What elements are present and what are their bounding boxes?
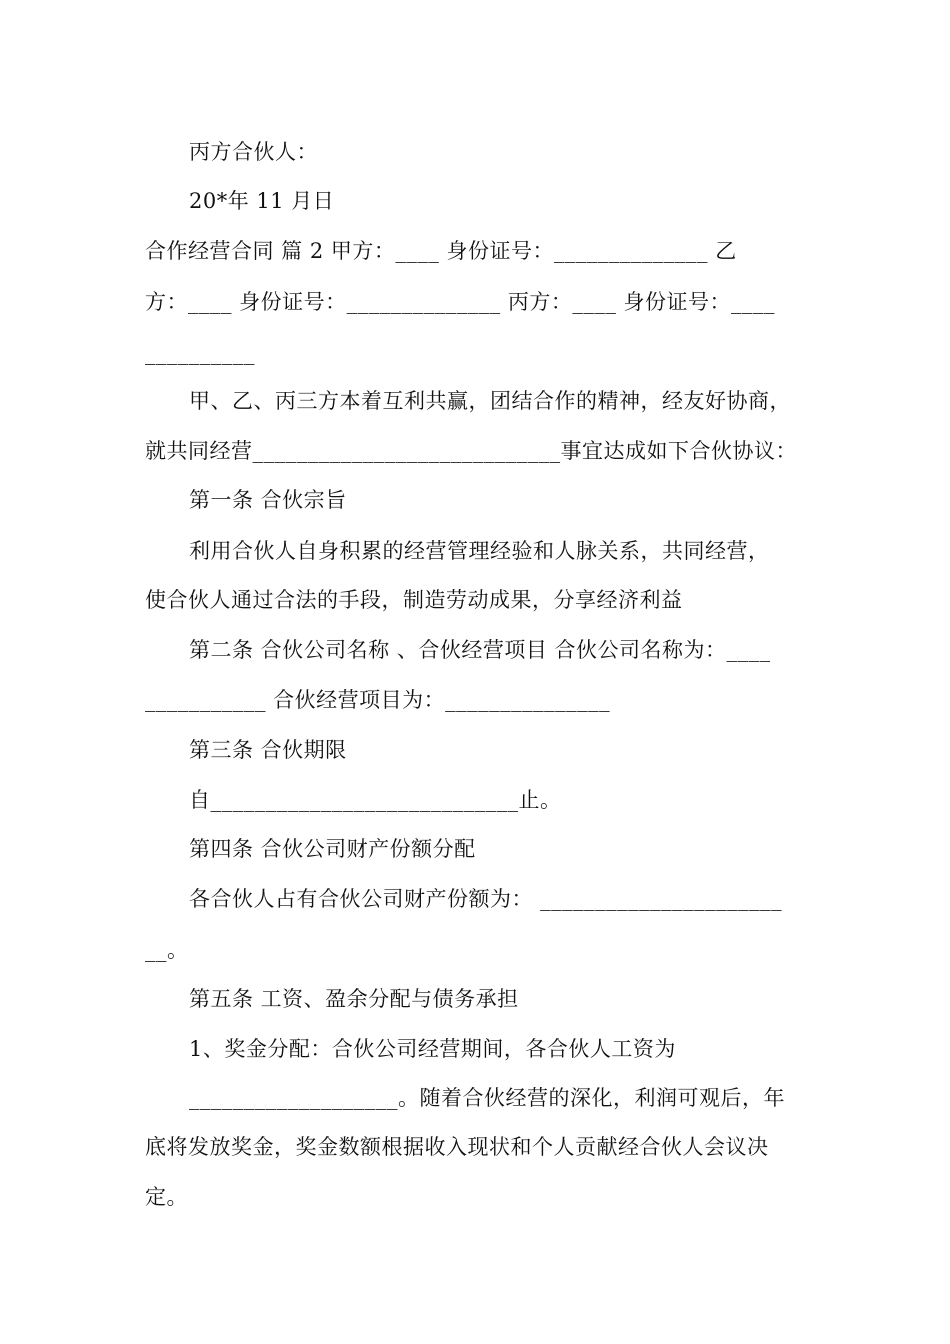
text-line: ___________________。随着合伙经营的深化，利润可观后，年 [189,1086,785,1110]
section-heading: 第二条 合伙公司名称 、合伙经营项目 合伙公司名称为：____ [189,638,771,662]
text-line: 20*年 11 月日 [189,189,335,213]
section-heading: 第四条 合伙公司财产份额分配 [189,837,476,861]
text-line: 就共同经营____________________________事宜达成如下合伙协议： [145,439,797,463]
text-line: 丙方合伙人： [189,140,318,164]
text-line: ___________ 合伙经营项目为：_______________ [145,688,611,712]
text-line: 底将发放奖金，奖金数额根据收入现状和个人贡献经合伙人会议决 [145,1135,769,1159]
text-line: 自____________________________止。 [189,788,562,812]
text-line: 各合伙人占有合伙公司财产份额为： ______________________ [189,887,783,911]
text-line: 方：____ 身份证号：______________ 丙方：____ 身份证号：____ [145,290,776,314]
section-heading: 第三条 合伙期限 [189,738,347,762]
text-line: 1、奖金分配：合伙公司经营期间，各合伙人工资为 [189,1037,676,1061]
text-line: 合作经营合同 篇 2 甲方：____ 身份证号：______________ 乙 [145,239,737,263]
text-line: 利用合伙人自身积累的经营管理经验和人脉关系，共同经营， [189,539,770,563]
text-line: __。 [145,938,189,962]
text-line: __________ [145,341,255,365]
section-heading: 第一条 合伙宗旨 [189,488,347,512]
text-line: 使合伙人通过合法的手段，制造劳动成果，分享经济利益 [145,588,683,612]
text-line: 定。 [145,1185,188,1209]
text-line: 甲、乙、丙三方本着互利共赢，团结合作的精神，经友好协商， [189,389,791,413]
section-heading: 第五条 工资、盈余分配与债务承担 [189,987,519,1011]
